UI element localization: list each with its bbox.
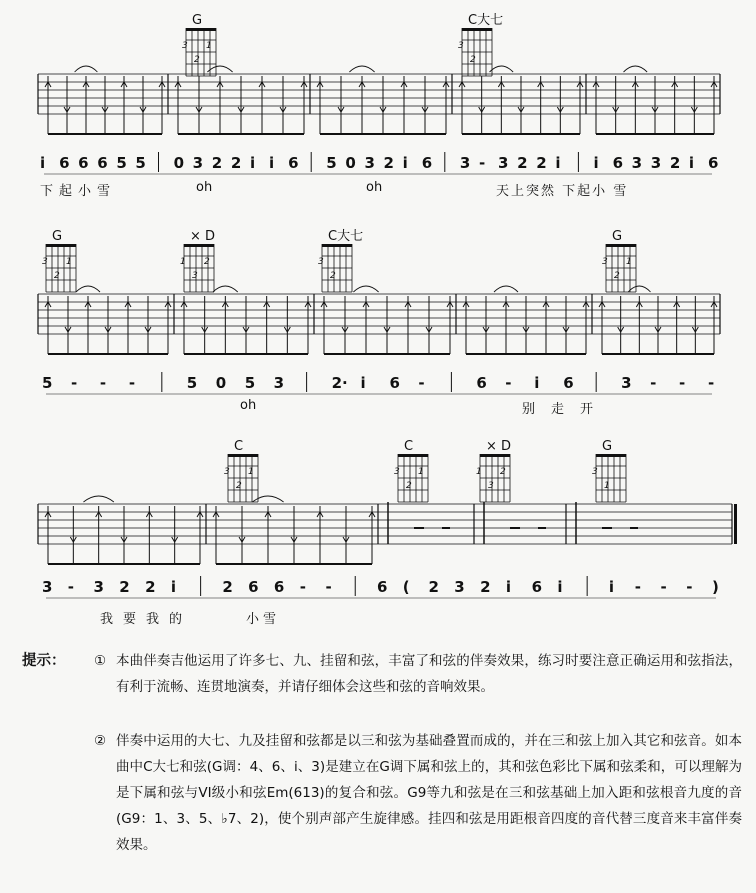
- chord-nut: [184, 244, 214, 247]
- chord-name: G: [192, 13, 203, 28]
- jianpu-note: -: [660, 578, 667, 596]
- chord-nut: [322, 244, 352, 247]
- jianpu-note: i: [360, 374, 366, 392]
- chord-name: C: [404, 439, 414, 454]
- jianpu-note: i: [593, 154, 599, 172]
- jianpu-note: 6: [612, 154, 624, 172]
- chord-finger: 1: [476, 467, 482, 477]
- chord-nut: [596, 454, 626, 457]
- chord-finger: 3: [182, 41, 188, 51]
- chord-name: × D: [190, 229, 216, 244]
- jianpu-note: -: [505, 374, 512, 392]
- chord-nut: [186, 28, 216, 31]
- jianpu-note: -: [70, 374, 78, 392]
- chord-name: C大七: [468, 13, 504, 28]
- jianpu-note: -: [128, 374, 136, 392]
- jianpu-note: i: [557, 578, 563, 596]
- tie: [494, 286, 518, 292]
- chord-finger: 2: [500, 467, 506, 477]
- tie: [83, 496, 113, 502]
- tie: [490, 66, 514, 72]
- jianpu-note: 3: [498, 154, 509, 172]
- chord-finger: 3: [42, 257, 48, 267]
- jianpu-note: 5: [135, 154, 146, 172]
- chord-finger: 3: [318, 257, 324, 267]
- jianpu-note: 2·: [331, 374, 348, 392]
- jianpu-note: i: [555, 154, 561, 172]
- jianpu-note: i: [608, 578, 615, 596]
- jianpu-note: -: [686, 578, 693, 596]
- tie: [624, 66, 648, 72]
- chord-finger: 2: [194, 55, 200, 65]
- jianpu-note: 2: [428, 578, 439, 596]
- chord-name: G: [52, 229, 63, 244]
- tie: [75, 66, 98, 72]
- tip-text: 伴奏中运用的大七、九及挂留和弦都是以三和弦为基础叠置而成的，并在三和弦上加入其它和弦音。如本曲中C大七和弦(G调：4、6、i、3)是建立在G调下属和弦上的，其和弦色彩比下属和弦柔和，可以理解为是下属和弦与VI级小和弦Em(613)的复合和弦。G9等九和弦是在三和弦基础上加入距和弦根音九度的音(G9：1、3、5、♭7、2)，使个别声部产生旋律感。挂四和弦是用距根音四度的音代替三度音来丰富伴奏效果。: [116, 733, 742, 853]
- jianpu-note: 0: [173, 154, 185, 172]
- jianpu-note: 6: [563, 374, 574, 392]
- chord-name: G: [612, 229, 623, 244]
- tie: [628, 286, 650, 292]
- chord-name: C: [234, 439, 244, 454]
- jianpu-note: -: [708, 374, 715, 392]
- chord-finger: 3: [458, 41, 464, 51]
- jianpu-note: -: [650, 374, 657, 392]
- jianpu-note: -: [299, 578, 306, 596]
- jianpu-note: 6: [421, 154, 433, 172]
- chord-name: × D: [486, 439, 512, 454]
- jianpu-note: 3: [621, 374, 632, 392]
- jianpu-note: 3: [459, 154, 471, 172]
- chord-finger: 2: [330, 271, 336, 281]
- system-2-notation: [0, 228, 756, 438]
- jianpu-note: -: [634, 578, 641, 596]
- chord-nut: [606, 244, 636, 247]
- jianpu-note: -: [418, 374, 425, 392]
- chord-finger: 1: [626, 257, 632, 267]
- jianpu-note: 2: [517, 154, 528, 172]
- jianpu-note: 6: [97, 154, 108, 172]
- jianpu-note: 6: [476, 374, 487, 392]
- jianpu-note: 3: [273, 374, 285, 392]
- jianpu-note: i: [170, 578, 177, 596]
- chord-finger: 2: [204, 257, 210, 267]
- chord-nut: [228, 454, 258, 457]
- chord-finger: 1: [66, 257, 72, 267]
- jianpu-note: i: [688, 154, 695, 172]
- chord-finger: 1: [604, 481, 610, 491]
- tie: [76, 286, 100, 292]
- jianpu-note: 5: [116, 154, 127, 172]
- chord-finger: 3: [602, 257, 608, 267]
- system-2: [0, 228, 756, 438]
- jianpu-note: ): [712, 578, 719, 596]
- jianpu-note: 6: [288, 154, 299, 172]
- jianpu-note: 6: [377, 578, 388, 596]
- final-barline: [734, 504, 737, 544]
- lyric: 下起小雪: [40, 184, 117, 199]
- jianpu-note: 6: [708, 154, 719, 172]
- system-1: [0, 0, 756, 220]
- tip-2: [94, 728, 742, 858]
- chord-nut: [398, 454, 428, 457]
- tip-1: [94, 648, 742, 700]
- chord-finger: 1: [418, 467, 424, 477]
- jianpu-note: 5: [42, 374, 53, 392]
- jianpu-note: 2: [383, 154, 394, 172]
- chord-finger: 3: [224, 467, 230, 477]
- system-3: [0, 440, 756, 640]
- chord-name: G: [602, 439, 613, 454]
- chord-finger: 2: [236, 481, 242, 491]
- jianpu-note: 3: [93, 578, 104, 596]
- tie: [349, 66, 374, 72]
- jianpu-note: 6: [59, 154, 70, 172]
- tip-number: ②: [94, 733, 107, 749]
- chord-finger: 3: [488, 481, 494, 491]
- jianpu-note: 3: [42, 578, 53, 596]
- tip-text: 本曲伴奏吉他运用了许多七、九、挂留和弦，丰富了和弦的伴奏效果，练习时要注意正确运用和弦指法，有利于流畅、连贯地演奏，并请仔细体会这些和弦的音响效果。: [116, 653, 742, 695]
- tip-number: ①: [94, 653, 107, 669]
- lyric: oh: [240, 398, 257, 413]
- chord-finger: 1: [180, 257, 186, 267]
- chord-finger: 3: [592, 467, 598, 477]
- tie: [353, 286, 378, 292]
- chord-nut: [46, 244, 76, 247]
- jianpu-note: -: [679, 374, 686, 392]
- jianpu-note: i: [402, 154, 408, 172]
- jianpu-note: 5: [244, 374, 256, 392]
- jianpu-note: 3: [454, 578, 465, 596]
- chord-finger: 2: [614, 271, 620, 281]
- jianpu-note: i: [249, 154, 256, 172]
- lyric: 别走开: [522, 402, 610, 417]
- jianpu-note: 6: [531, 578, 543, 596]
- chord-nut: [480, 454, 510, 457]
- jianpu-note: 6: [273, 578, 285, 596]
- jianpu-note: i: [534, 374, 540, 392]
- jianpu-note: 2: [669, 154, 681, 172]
- tie: [213, 286, 238, 292]
- jianpu-note: 2: [230, 154, 242, 172]
- chord-finger: 1: [248, 467, 254, 477]
- jianpu-note: -: [99, 374, 107, 392]
- jianpu-note: 3: [192, 154, 204, 172]
- jianpu-note: 2: [222, 578, 233, 596]
- chord-finger: 3: [192, 271, 198, 281]
- jianpu-note: -: [325, 578, 332, 596]
- jianpu-note: -: [67, 578, 75, 596]
- jianpu-note: 0: [345, 154, 356, 172]
- chord-finger: 2: [470, 55, 476, 65]
- jianpu-note: 2: [211, 154, 223, 172]
- jianpu-note: 2: [536, 154, 547, 172]
- jianpu-note: i: [269, 154, 275, 172]
- jianpu-note: 6: [389, 374, 400, 392]
- jianpu-note: i: [505, 578, 512, 596]
- chord-finger: 2: [406, 481, 412, 491]
- jianpu-note: -: [478, 154, 486, 172]
- tie: [207, 66, 232, 72]
- chord-finger: 2: [54, 271, 60, 281]
- jianpu-note: i: [40, 154, 46, 172]
- lyric: oh: [196, 180, 213, 195]
- tie: [252, 496, 283, 502]
- jianpu-note: (: [402, 578, 410, 596]
- jianpu-note: 2: [145, 578, 156, 596]
- jianpu-note: 6: [248, 578, 259, 596]
- chord-finger: 1: [206, 41, 212, 51]
- jianpu-note: 3: [631, 154, 643, 172]
- jianpu-note: 5: [186, 374, 198, 392]
- jianpu-note: 3: [364, 154, 375, 172]
- jianpu-note: 6: [78, 154, 89, 172]
- chord-finger: 3: [394, 467, 400, 477]
- chord-nut: [462, 28, 492, 31]
- jianpu-note: 2: [480, 578, 491, 596]
- lyric: 天上突然 下起小 雪: [496, 184, 629, 199]
- lyric: 我要我的: [100, 612, 193, 627]
- jianpu-note: 3: [650, 154, 662, 172]
- lyric: 小雪: [246, 612, 281, 627]
- jianpu-note: 5: [326, 154, 337, 172]
- jianpu-note: 0: [215, 374, 227, 392]
- jianpu-note: 2: [119, 578, 130, 596]
- tips-label: 提示：: [22, 653, 66, 669]
- lyric: oh: [366, 180, 383, 195]
- chord-name: C大七: [328, 229, 364, 244]
